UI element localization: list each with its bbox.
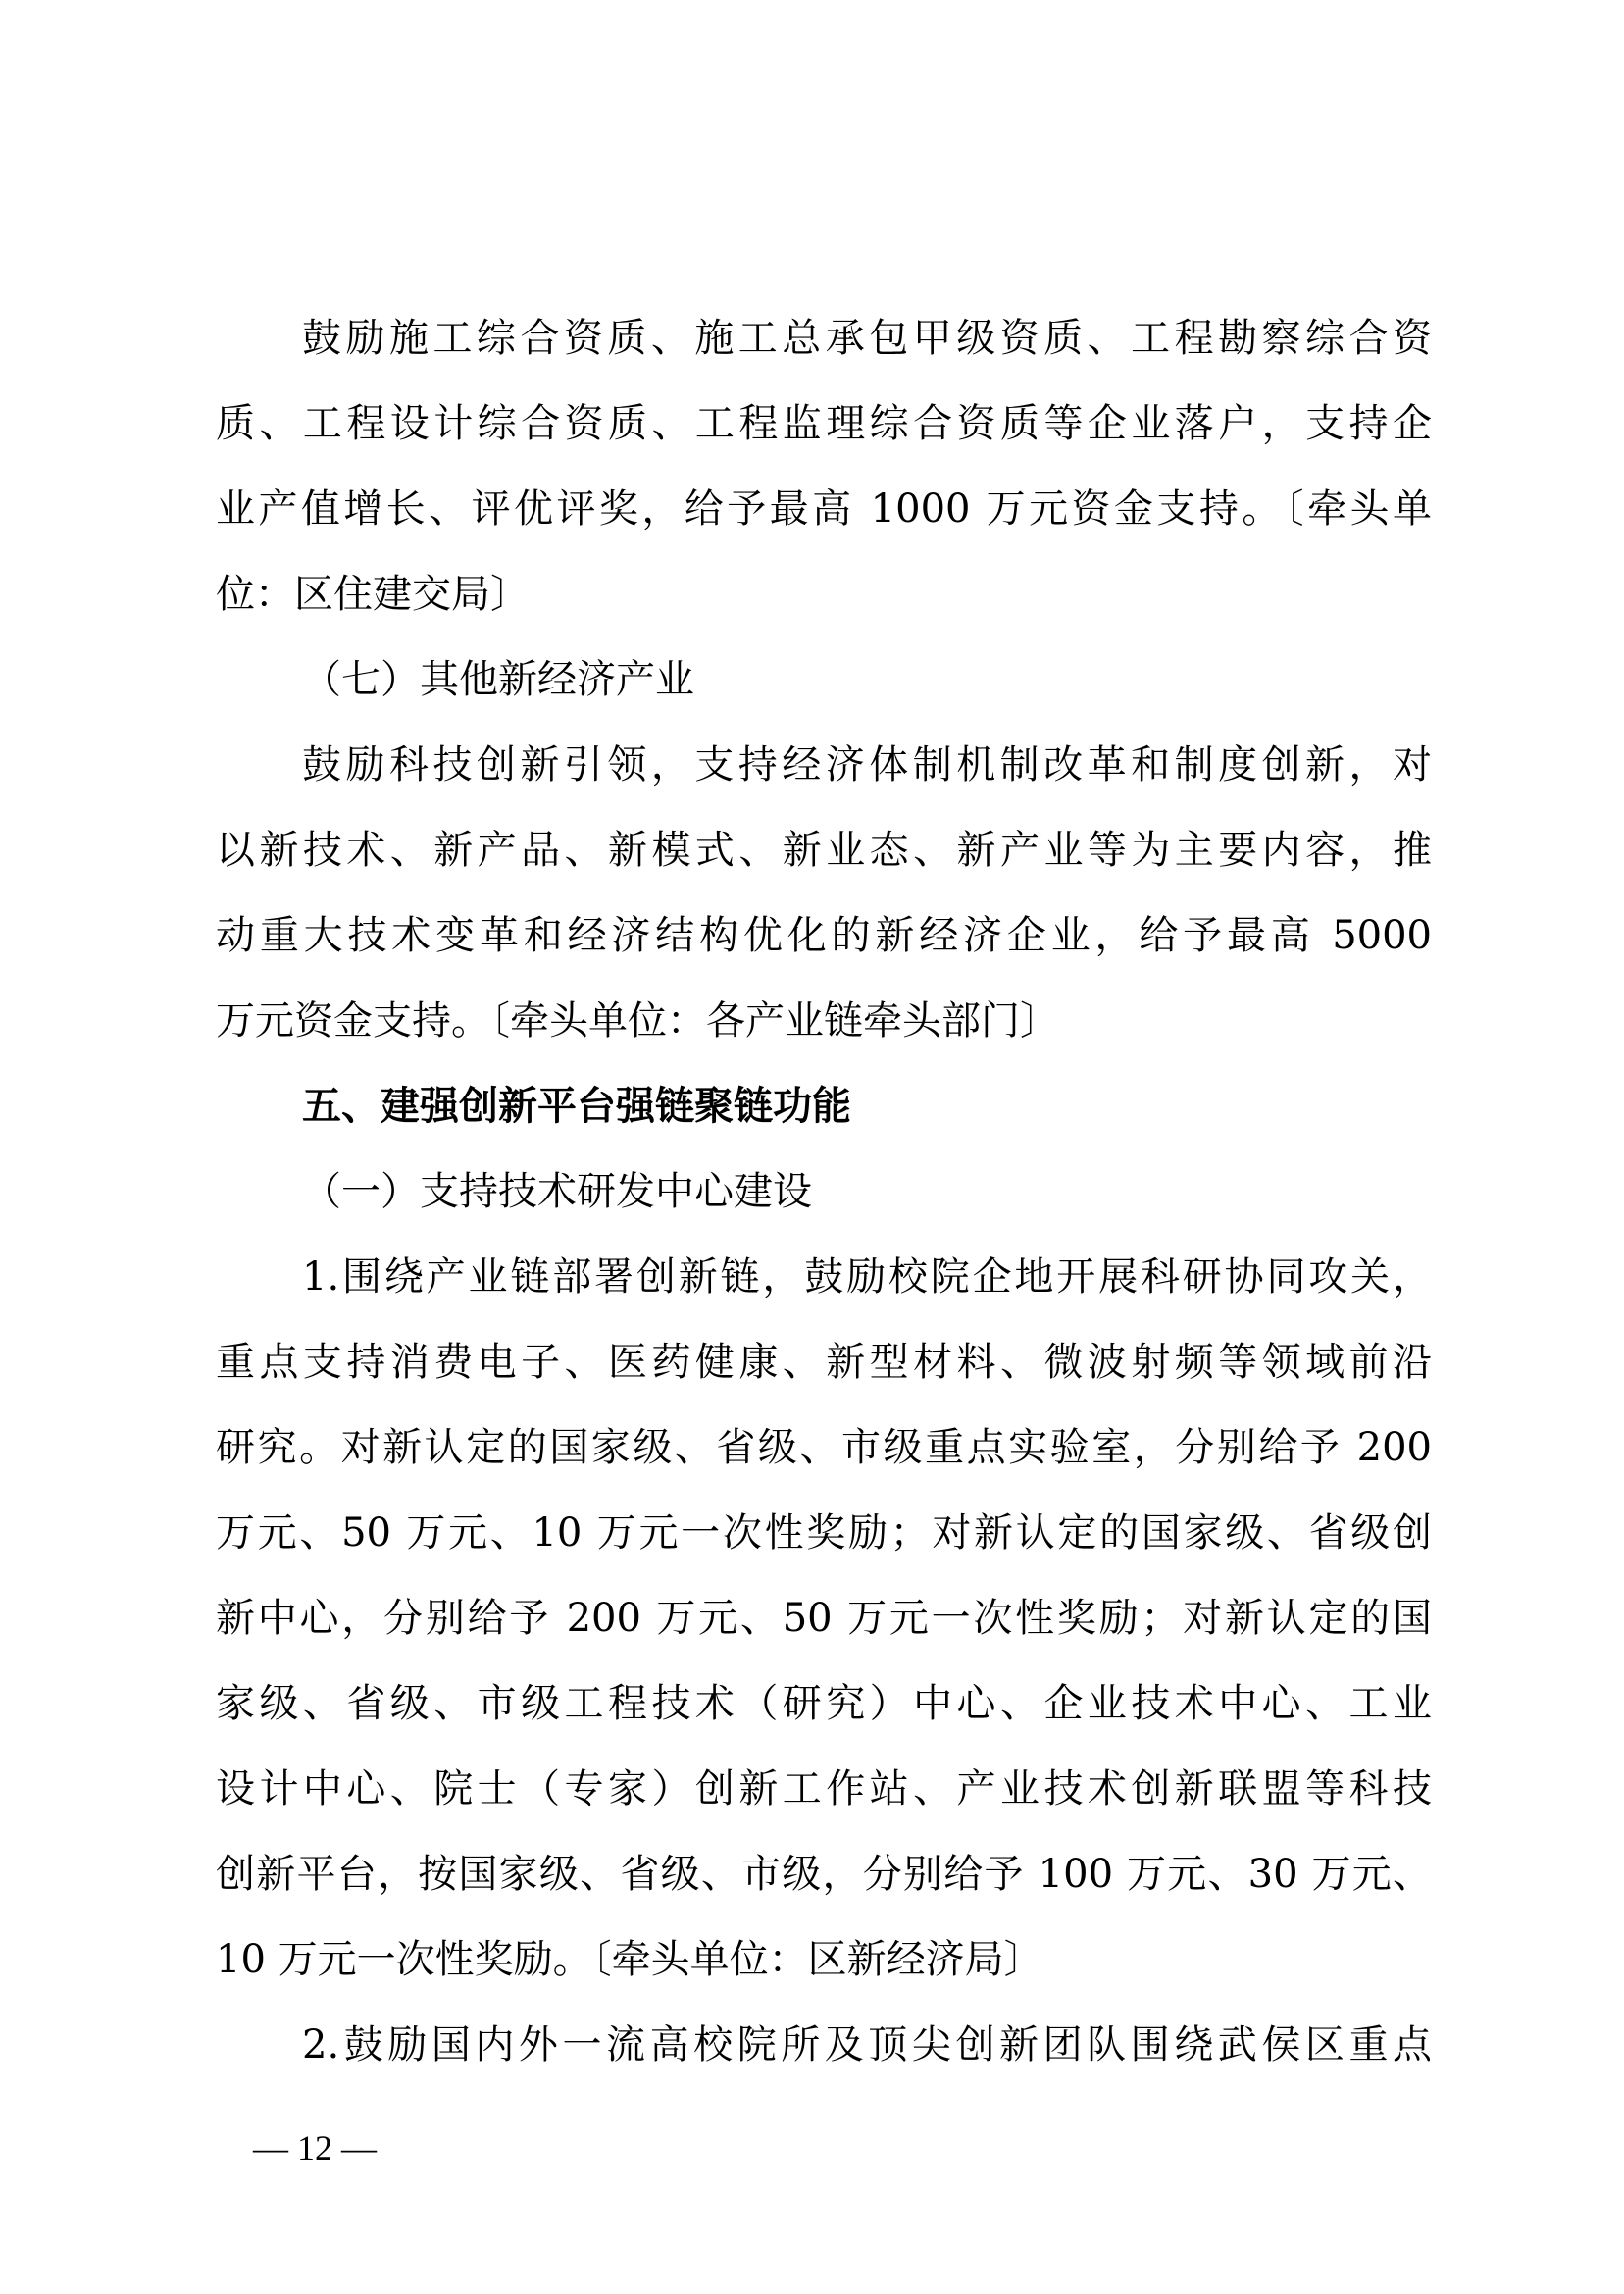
section-heading: （七）其他新经济产业: [302, 657, 694, 702]
page-number: — 12 —: [253, 2128, 377, 2167]
paragraph-line: 设计中心、院士（专家）创新工作站、产业技术创新联盟等科技: [216, 1766, 1432, 1811]
chapter-heading: 五、建强创新平台强链聚链功能: [302, 1084, 851, 1129]
section-heading: （一）支持技术研发中心建设: [302, 1169, 812, 1214]
paragraph-line: 创新平台，按国家级、省级、市级，分别给予 100 万元、30 万元、: [216, 1852, 1432, 1897]
paragraph-line: 2.鼓励国内外一流高校院所及顶尖创新团队围绕武侯区重点: [302, 2022, 1432, 2067]
paragraph-line: 万元资金支持。〔牵头单位：各产业链牵头部门〕: [216, 998, 1059, 1044]
paragraph-line: 家级、省级、市级工程技术（研究）中心、企业技术中心、工业: [216, 1681, 1432, 1726]
paragraph-line: 10 万元一次性奖励。〔牵头单位：区新经济局〕: [216, 1937, 1043, 1982]
paragraph-line: 质、工程设计综合资质、工程监理综合资质等企业落户，支持企: [216, 401, 1432, 446]
paragraph-line: 研究。对新认定的国家级、省级、市级重点实验室，分别给予 200: [216, 1425, 1432, 1470]
paragraph-line: 万元、50 万元、10 万元一次性奖励；对新认定的国家级、省级创: [216, 1510, 1432, 1555]
paragraph-line: 鼓励科技创新引领，支持经济体制机制改革和制度创新，对: [302, 742, 1432, 788]
paragraph-line: 1.围绕产业链部署创新链，鼓励校院企地开展科研协同攻关，: [302, 1254, 1432, 1300]
paragraph-line: 新中心，分别给予 200 万元、50 万元一次性奖励；对新认定的国: [216, 1596, 1432, 1641]
paragraph-line: 动重大技术变革和经济结构优化的新经济企业，给予最高 5000: [216, 913, 1432, 958]
paragraph-line: 重点支持消费电子、医药健康、新型材料、微波射频等领域前沿: [216, 1340, 1432, 1385]
paragraph-line: 鼓励施工综合资质、施工总承包甲级资质、工程勘察综合资: [302, 316, 1432, 361]
paragraph-line: 业产值增长、评优评奖，给予最高 1000 万元资金支持。〔牵头单: [216, 486, 1432, 532]
paragraph-line: 以新技术、新产品、新模式、新业态、新产业等为主要内容，推: [216, 828, 1432, 873]
paragraph-line: 位：区住建交局〕: [216, 572, 530, 617]
